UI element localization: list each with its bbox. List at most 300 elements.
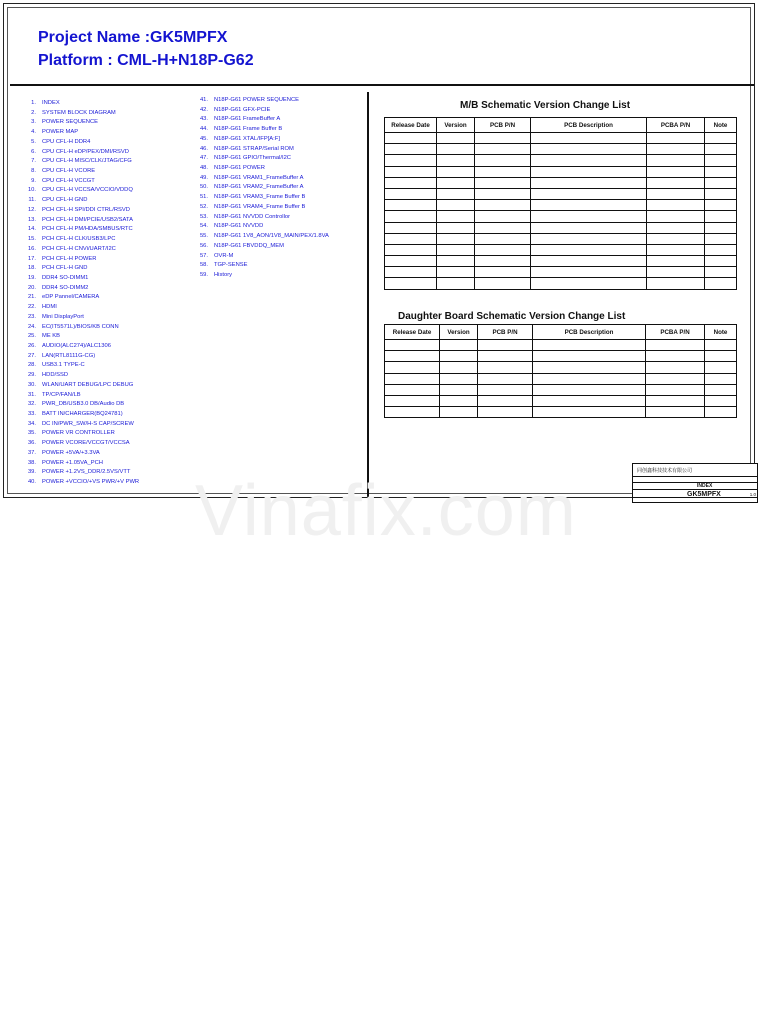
index-entry-label: TGP-SENSE [214,262,248,269]
column-header: PCB Description [531,118,647,133]
table-cell [705,384,737,395]
table-cell [385,211,437,222]
table-cell [646,395,705,406]
table-row [385,395,737,406]
table-cell [705,211,737,222]
table-cell [385,200,437,211]
table-cell [531,155,647,166]
index-entry [186,135,329,145]
table-cell [440,373,478,384]
table-row [385,407,737,418]
table-cell [475,222,531,233]
title-block [632,463,758,503]
table-cell [705,362,737,373]
index-entry-number: 31. [27,391,36,398]
table-cell [531,244,647,255]
index-entry [14,371,139,381]
index-entry-number: 33. [27,411,36,417]
index-entry-number: 46. [199,145,208,152]
table-cell [437,200,475,211]
table-row [385,222,737,233]
table-cell [647,200,705,211]
table-cell [475,133,531,144]
index-entry-label: N18P-G61 XTAL/IFP[A:F] [214,135,280,142]
table-cell [705,144,737,155]
schematic-sheet [3,3,755,498]
table-cell [533,351,646,362]
table-cell [385,144,437,155]
column-header: PCB Description [533,325,646,340]
column-header: Version [437,118,475,133]
table-cell [647,188,705,199]
table-cell [705,222,737,233]
table-cell [385,267,437,278]
index-entry-number: 42. [199,106,208,113]
table-cell [705,407,737,418]
table-cell [646,340,705,351]
table-cell [705,155,737,166]
index-entry-number: 57. [199,252,208,259]
index-entry-label: LAN(RTL8111G-CG) [42,352,96,359]
index-entry-number: 27. [27,352,36,359]
table-cell [531,233,647,244]
index-entry [14,157,139,167]
table-cell [647,267,705,278]
index-entry [186,96,329,106]
index-entry-number: 16. [27,245,36,252]
table-row [385,340,737,351]
index-entry-number: 52. [199,203,208,210]
table-cell [437,233,475,244]
table-cell [478,373,533,384]
sheet-title: INDEX [697,483,713,489]
index-entry [186,261,329,271]
index-entry-number: 34. [27,420,36,427]
index-entry-number: 3. [31,119,36,126]
project-code: GK5MPFX [687,491,721,498]
table-cell [646,362,705,373]
index-entry-number: 49. [199,174,208,181]
index-entry [14,429,139,439]
index-entry [14,381,139,391]
index-entry-number: 56. [199,242,208,249]
index-entry-number: 23. [27,313,36,320]
table-cell [531,211,647,222]
table-row [385,144,737,155]
index-entry-label: N18P-G61 VRAM4_Frame Buffer B [214,203,306,210]
index-entry-number: 9. [31,177,36,184]
table-cell [437,244,475,255]
index-entry [14,274,139,284]
table-cell [475,166,531,177]
index-entry-number: 2. [31,109,36,116]
table-cell [705,133,737,144]
table-cell [531,200,647,211]
index-entry-label: PCH CFL-H DMI/PCIE/USB2/SATA [42,216,133,223]
table-row [385,256,737,267]
index-entry [14,420,139,430]
index-entry-number: 7. [31,158,36,165]
index-entry-number: 22. [27,304,36,311]
table-row [385,166,737,177]
index-entry [14,138,139,148]
table-cell [705,188,737,199]
index-entry-label: POWER +1.05VA_PCH [42,459,103,466]
index-entry-label: CPU CFL-H MISC/CLK/JTAG/CFG [42,158,132,165]
index-entry [14,449,139,459]
table-row [385,244,737,255]
index-entry [14,468,139,478]
index-entry-number: 36. [27,440,36,447]
index-entry-label: N18P-G61 STRAP/Serial ROM [214,145,294,152]
table-cell [647,256,705,267]
index-entry-label: OVR-M [214,252,234,259]
table-row [385,155,737,166]
index-entry-number: 1. [31,100,36,106]
index-entry [14,459,139,469]
index-entry [14,118,139,128]
index-entry-label: HDD/SSD [42,372,69,379]
index-entry [14,439,139,449]
table-cell [478,340,533,351]
column-header: Release Date [385,325,440,340]
index-entry-number: 53. [199,213,208,220]
table-cell [385,233,437,244]
table-cell [385,166,437,177]
index-entry-label: N18P-G61 1V8_AON/1V8_MAIN/PEX/1.8VA [214,233,329,240]
table-cell [647,233,705,244]
index-entry [186,125,329,135]
index-entry-number: 51. [199,194,208,201]
table-cell [533,395,646,406]
table-cell [475,278,531,289]
index-entry-label: INDEX [42,100,60,106]
table-cell [478,384,533,395]
index-entry-label: WLAN/UART DEBUG/LPC DEBUG [42,381,134,388]
index-entry [14,148,139,158]
db-table-title: Daughter Board Schematic Version Change List [398,311,626,322]
index-entry-label: PCH CFL-H CNVi/UART/I2C [42,245,116,252]
index-entry-number: 44. [199,126,208,133]
table-row [385,233,737,244]
table-cell [385,177,437,188]
index-entry-number: 39. [27,469,36,476]
index-entry-label: CPU CFL-H VCCSA/VCCIO/VDDQ [42,187,133,194]
index-entry-label: CPU CFL-H GND [42,197,88,204]
revision: 1.0 [749,492,756,497]
index-entry-number: 35. [27,430,36,437]
index-list-pages-1-40 [14,99,139,488]
index-entry [186,106,329,116]
index-list-pages-41-59 [186,96,329,281]
index-entry-number: 21. [27,294,36,301]
index-entry [14,323,139,333]
table-cell [705,395,737,406]
table-row [385,133,737,144]
table-cell [437,278,475,289]
table-cell [647,222,705,233]
index-entry-number: 12. [27,206,36,213]
index-entry-label: POWER VCORE/VCCGT/VCCSA [42,440,130,447]
table-cell [533,340,646,351]
index-entry-number: 43. [199,116,208,123]
table-cell [705,166,737,177]
table-cell [531,278,647,289]
index-entry-number: 40. [27,479,36,486]
table-cell [385,373,440,384]
table-row [385,211,737,222]
table-cell [437,267,475,278]
index-entry-label: EC(IT5571L)/BIOS/KB CONN [42,323,119,330]
table-cell [531,256,647,267]
index-entry-number: 20. [27,284,36,291]
index-entry [186,252,329,262]
index-entry [14,177,139,187]
index-entry-label: eDP Pannel/CAMERA [42,294,100,301]
table-cell [437,188,475,199]
index-entry-label: CPU CFL-H DDR4 [42,138,91,145]
table-cell [440,395,478,406]
table-cell [705,177,737,188]
table-cell [647,244,705,255]
index-entry [186,164,329,174]
table-cell [705,233,737,244]
table-cell [533,373,646,384]
index-entry-number: 25. [27,333,36,340]
index-entry [14,284,139,294]
index-entry [14,478,139,488]
mb-version-table [384,117,737,290]
table-cell [437,256,475,267]
index-entry-label: ME KB [42,333,61,340]
index-entry-label: POWER VR CONTROLLER [42,430,115,437]
table-cell [647,177,705,188]
table-cell [531,177,647,188]
index-entry-number: 4. [31,129,36,136]
table-cell [385,188,437,199]
index-entry [14,342,139,352]
index-entry-number: 41. [199,97,208,103]
index-entry-number: 15. [27,236,36,243]
index-entry-number: 28. [27,362,36,369]
index-entry [14,245,139,255]
index-entry [186,174,329,184]
column-header: Version [440,325,478,340]
table-cell [475,256,531,267]
table-row [385,200,737,211]
table-cell [385,351,440,362]
index-entry [14,196,139,206]
index-entry [186,145,329,155]
table-cell [531,267,647,278]
table-cell [475,211,531,222]
table-cell [475,177,531,188]
index-entry-label: N18P-G61 Frame Buffer B [214,126,283,133]
index-entry-number: 54. [199,223,208,230]
table-cell [437,211,475,222]
table-cell [385,222,437,233]
table-cell [647,133,705,144]
index-entry-label: SYSTEM BLOCK DIAGRAM [42,109,116,116]
index-entry-label: N18P-G61 NVVDD Controllor [214,213,291,220]
index-entry [186,193,329,203]
index-entry [186,203,329,213]
column-header: Note [705,118,737,133]
column-divider [367,92,369,497]
column-header: PCBA P/N [647,118,705,133]
table-cell [705,244,737,255]
table-cell [478,351,533,362]
index-entry-label: N18P-G61 POWER SEQUENCE [214,97,300,103]
index-entry-label: DC IN/PWR_SW/H-S CAP/SCREW [42,420,134,427]
index-entry-number: 24. [27,323,36,330]
table-cell [475,200,531,211]
table-cell [475,144,531,155]
index-entry [14,332,139,342]
index-entry-number: 26. [27,342,36,349]
index-entry-number: 55. [199,233,208,240]
table-cell [385,244,437,255]
table-cell [385,407,440,418]
index-entry [14,264,139,274]
index-entry-number: 47. [199,155,208,162]
index-entry-label: USB3.1 TYPE-C [42,362,85,369]
table-row [385,177,737,188]
table-cell [646,351,705,362]
index-entry [14,109,139,119]
index-entry-label: POWER MAP [42,129,79,136]
table-row [385,267,737,278]
index-entry [186,242,329,252]
table-cell [705,278,737,289]
index-entry [14,225,139,235]
table-cell [437,222,475,233]
table-cell [646,384,705,395]
index-entry-label: N18P-G61 VRAM1_FrameBuffer A [214,174,304,181]
index-entry-label: N18P-G61 VRAM2_FrameBuffer A [214,184,304,191]
table-cell [440,384,478,395]
table-cell [646,407,705,418]
index-entry-label: AUDIO(ALC274)/ALC1306 [42,342,111,349]
index-entry-label: N18P-G61 POWER [214,165,265,172]
table-cell [647,155,705,166]
index-entry-label: HDMI [42,304,57,311]
index-entry-label: N18P-G61 FrameBuffer A [214,116,281,123]
table-cell [385,340,440,351]
table-cell [440,407,478,418]
table-cell [705,256,737,267]
table-cell [705,373,737,384]
table-cell [478,407,533,418]
index-entry-label: PCH CFL-H PM/HDA/SMBUS/RTC [42,226,133,233]
table-cell [705,340,737,351]
table-cell [385,133,437,144]
index-entry [186,213,329,223]
table-cell [647,211,705,222]
table-cell [385,395,440,406]
index-entry-number: 38. [27,459,36,466]
mb-table-title: M/B Schematic Version Change List [460,100,631,111]
table-cell [440,362,478,373]
index-entry-label: POWER +VCCIO/+VS PWR/+V PWR [42,479,140,486]
table-cell [385,155,437,166]
index-entry-label: POWER SEQUENCE [42,119,99,126]
table-cell [437,133,475,144]
table-row [385,278,737,289]
table-cell [531,188,647,199]
index-entry-number: 18. [27,265,36,272]
index-entry-number: 30. [27,381,36,388]
index-entry-number: 8. [31,168,36,175]
column-header: Note [705,325,737,340]
index-entry-label: N18P-G61 VRAM3_Frame Buffer B [214,194,306,201]
index-entry-label: POWER +1.2VS_DDR/2.5VS/VTT [42,469,131,476]
table-cell [533,384,646,395]
index-entry [14,352,139,362]
index-entry [186,222,329,232]
index-entry-number: 48. [199,165,208,172]
index-entry-number: 5. [31,138,36,145]
table-cell [475,267,531,278]
table-cell [475,233,531,244]
index-entry-number: 13. [27,216,36,223]
table-cell [647,144,705,155]
index-entry-label: PCH CFL-H SPI/DDI CTRL/RSVD [42,206,130,213]
table-cell [437,166,475,177]
table-cell [646,373,705,384]
index-entry [14,235,139,245]
table-row [385,188,737,199]
table-cell [647,166,705,177]
index-entry [14,99,139,109]
index-entry-label: PCH CFL-H GND [42,265,88,272]
table-cell [385,384,440,395]
db-version-table [384,324,737,418]
index-entry [186,183,329,193]
index-entry-label: Mini DisplayPort [42,313,84,320]
index-entry-number: 19. [27,274,36,281]
table-cell [385,256,437,267]
index-entry-label: N18P-G61 NVVDD [214,223,264,230]
table-row [385,373,737,384]
header-rule [10,84,754,86]
index-entry-number: 14. [27,226,36,233]
index-entry-number: 17. [27,255,36,262]
watermark: Vinafix.com [195,471,577,551]
index-entry-label: BATT IN/CHARGER(BQ24781) [42,411,123,417]
table-cell [531,144,647,155]
table-cell [705,351,737,362]
table-row [385,351,737,362]
index-entry [14,410,139,420]
table-cell [437,155,475,166]
index-entry-label: PWR_DB/USB3.0 DB/Audio DB [42,401,125,408]
index-entry-label: CPU CFL-H VCORE [42,168,96,175]
index-entry-label: PCH CFL-H POWER [42,255,97,262]
table-cell [533,407,646,418]
table-cell [531,133,647,144]
index-entry-number: 58. [199,262,208,269]
index-entry [14,167,139,177]
index-entry-number: 10. [27,187,36,194]
index-entry [14,255,139,265]
table-cell [437,144,475,155]
index-entry-number: 32. [27,401,36,408]
table-cell [475,155,531,166]
index-entry [186,232,329,242]
index-entry-label: N18P-G61 GPIO/Thermal/I2C [214,155,291,162]
column-header: PCB P/N [478,325,533,340]
